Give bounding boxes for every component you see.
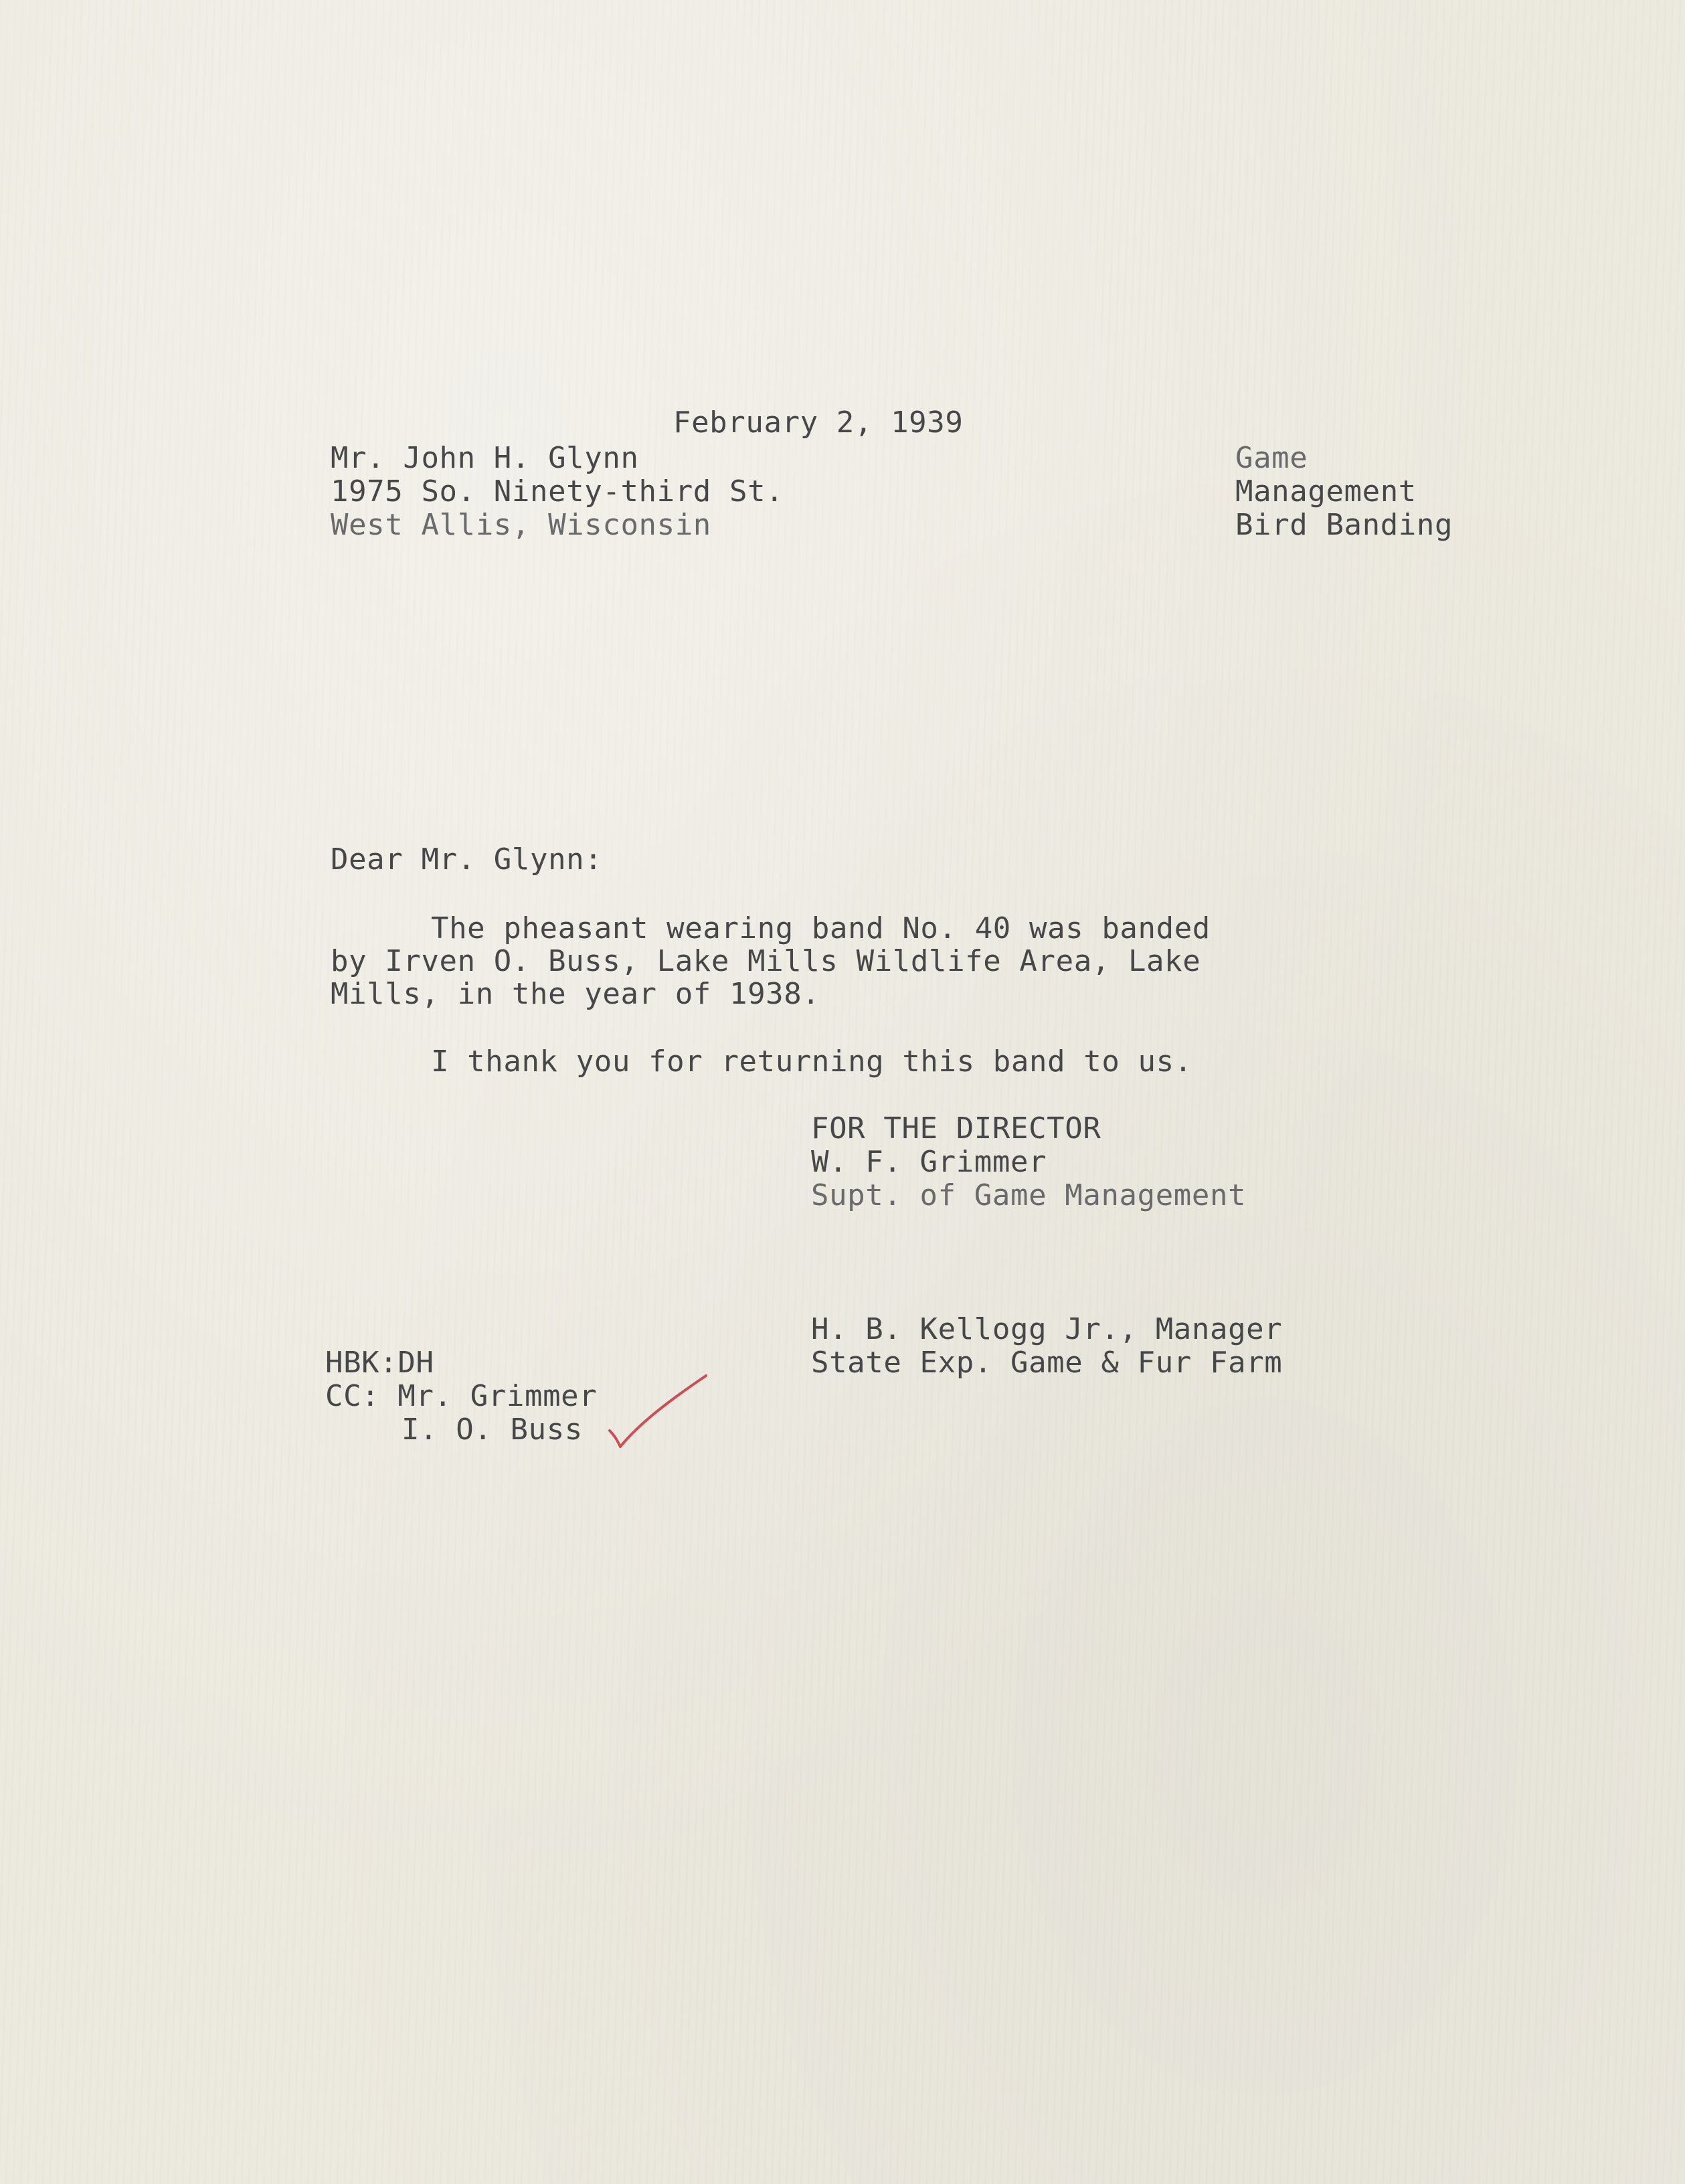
body-line-1: The pheasant wearing band No. 40 was banded xyxy=(431,911,1211,945)
signature-2-line-1: H. B. Kellogg Jr., Manager xyxy=(811,1312,1283,1346)
body-line-2: by Irven O. Buss, Lake Mills Wildlife Area, Lake xyxy=(331,944,1201,978)
file-reference-line-1: Game xyxy=(1235,441,1308,475)
recipient-name: Mr. John H. Glynn xyxy=(331,441,639,475)
red-check-mark xyxy=(606,1372,713,1452)
file-reference-line-2: Management xyxy=(1235,474,1417,509)
signature-2-line-2: State Exp. Game & Fur Farm xyxy=(811,1346,1283,1380)
typist-initials: HBK:DH xyxy=(325,1346,434,1380)
cc-line-2: I. O. Buss xyxy=(402,1413,583,1447)
signature-1-line-3: Supt. of Game Management xyxy=(811,1178,1247,1212)
recipient-city: West Allis, Wisconsin xyxy=(331,508,711,542)
letter-date: February 2, 1939 xyxy=(673,405,964,440)
recipient-street: 1975 So. Ninety-third St. xyxy=(331,474,784,509)
file-reference-line-3: Bird Banding xyxy=(1235,508,1453,542)
cc-line-1: CC: Mr. Grimmer xyxy=(325,1379,598,1413)
salutation: Dear Mr. Glynn: xyxy=(331,842,603,877)
body-line-3: Mills, in the year of 1938. xyxy=(331,977,820,1011)
body-line-4: I thank you for returning this band to us. xyxy=(431,1044,1192,1079)
signature-1-line-1: FOR THE DIRECTOR xyxy=(811,1111,1101,1146)
signature-1-line-2: W. F. Grimmer xyxy=(811,1145,1047,1179)
